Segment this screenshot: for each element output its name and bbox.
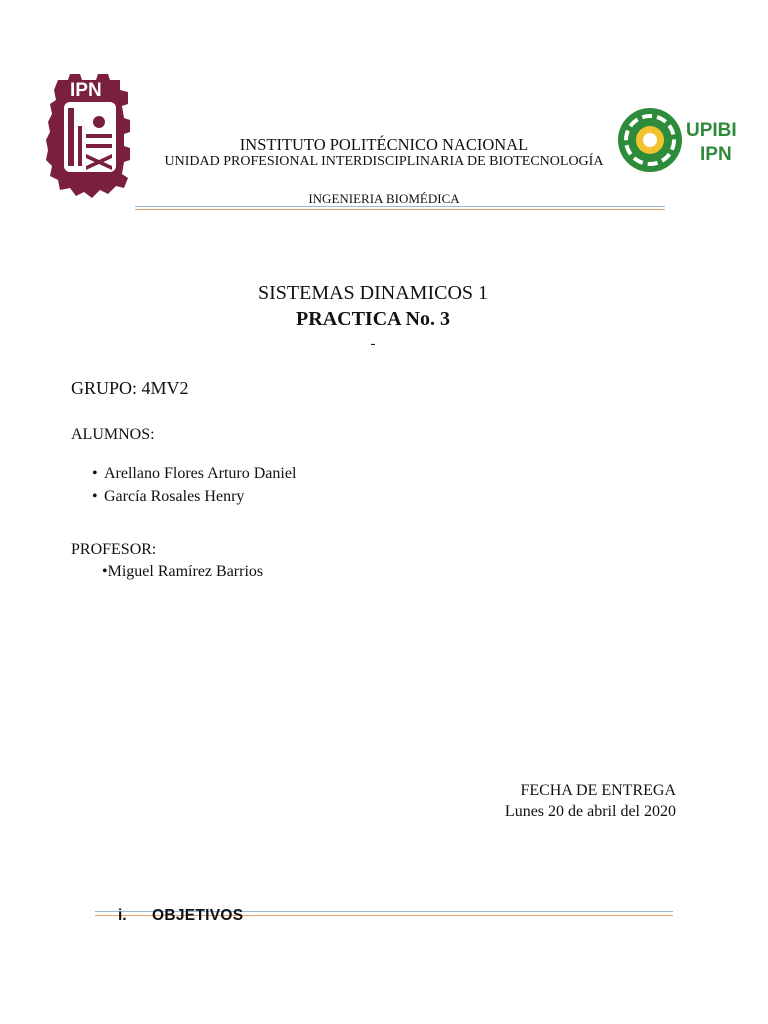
unit-name: UNIDAD PROFESIONAL INTERDISCIPLINARIA DE BIOTECNOLOGÍA	[164, 154, 604, 169]
program-name: INGENIERIA BIOMÉDICA	[308, 191, 460, 206]
professor-item: •Miguel Ramírez Barrios	[102, 563, 264, 580]
student-item-2: • García Rosales Henry	[92, 488, 245, 505]
practice-title: PRACTICA No. 3	[296, 308, 450, 330]
header-rule-blue	[135, 206, 665, 207]
student-item-1: • Arellano Flores Arturo Daniel	[92, 465, 297, 482]
title-separator: -	[370, 336, 376, 352]
bullet-icon: •	[92, 465, 98, 482]
course-title: SISTEMAS DINAMICOS 1	[257, 282, 489, 304]
ipn-logo-text: IPN	[70, 80, 102, 101]
upibi-logo-text-2: IPN	[700, 144, 732, 165]
upibi-logo-text-1: UPIBI	[686, 120, 737, 141]
institution-name: INSTITUTO POLITÉCNICO NACIONAL	[239, 135, 529, 154]
header-rule-orange	[135, 209, 665, 210]
section-number: i.	[118, 907, 127, 924]
delivery-label: FECHA DE ENTREGA	[520, 782, 676, 799]
delivery-date: Lunes 20 de abril del 2020	[504, 803, 676, 820]
section-title: OBJETIVOS	[152, 907, 244, 924]
bullet-icon: •	[102, 563, 108, 580]
bullet-icon: •	[92, 488, 98, 505]
group-label: GRUPO: 4MV2	[71, 378, 189, 398]
students-label: ALUMNOS:	[71, 426, 155, 443]
professor-label: PROFESOR:	[71, 541, 157, 558]
